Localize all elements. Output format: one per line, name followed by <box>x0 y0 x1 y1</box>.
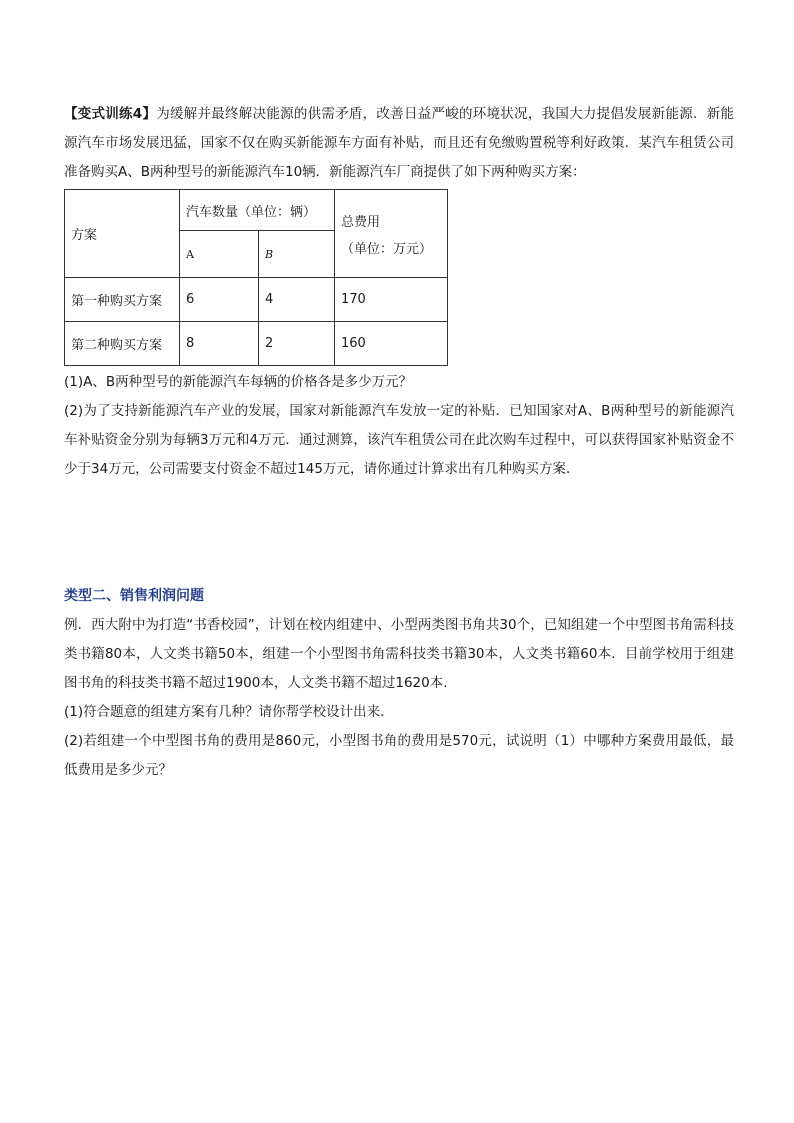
row1-plan: 第一种购买方案 <box>65 278 180 322</box>
subheader-b-cell <box>259 231 335 278</box>
question-2: (2)为了支持新能源汽车产业的发展，国家对新能源汽车发放一定的补贴．已知国家对A、B两种型号的新能源汽车补贴资金分别为每辆3万元和4万元．通过测算，该汽车租赁公司在此次购车过程中，可以获得国家补贴资金不少于34万元，公司需要支付资金不超过145万元，请你通过计算求出有几种购买方案． <box>64 403 734 477</box>
exercise-label: 【变式训练4】 <box>64 106 157 122</box>
section-title: 类型二、销售利润问题 <box>64 588 204 604</box>
row2-b: 2 <box>259 322 335 366</box>
table-row <box>65 322 448 366</box>
example-question-2: (2)若组建一个中型图书角的费用是860元，小型图书角的费用是570元，试说明（1）中哪种方案费用最低，最低费用是多少元？ <box>64 733 734 778</box>
spacer <box>64 484 734 582</box>
row2-plan: 第二种购买方案 <box>65 322 180 366</box>
row2-a: 8 <box>180 322 259 366</box>
header-total-cell <box>335 190 448 278</box>
subheader-a-cell <box>180 231 259 278</box>
row2-total: 160 <box>335 322 448 366</box>
header-count-cell: 汽车数量（单位：辆） <box>180 190 335 231</box>
exercise-intro: 为缓解并最终解决能源的供需矛盾，改善日益严峻的环境状况，我国大力提倡发展新能源．新能源汽车市场发展迅猛，国家不仅在购买新能源车方面有补贴，而且还有免缴购置税等利好政策．某汽车租赁公司准备购买A、B两种型号的新能源汽车10辆．新能源汽车厂商提供了如下两种购买方案： <box>64 106 734 180</box>
subheader-b: B <box>265 247 274 261</box>
document-content <box>64 100 734 785</box>
exercise-paragraph <box>64 100 734 187</box>
row1-a: 6 <box>180 278 259 322</box>
header-total-line1: 总费用 <box>341 214 381 230</box>
purchase-plan-table <box>64 189 448 366</box>
example-question-1: (1)符合题意的组建方案有几种？请你帮学校设计出来． <box>64 704 394 720</box>
question-1: (1)A、B两种型号的新能源汽车每辆的价格各是多少万元？ <box>64 374 413 390</box>
row1-total: 170 <box>335 278 448 322</box>
header-plan-cell: 方案 <box>65 190 180 278</box>
table-header-row <box>65 190 448 231</box>
row1-b: 4 <box>259 278 335 322</box>
table-row <box>65 278 448 322</box>
header-total-line2: （单位：万元） <box>341 241 433 257</box>
example-paragraph: 例．西大附中为打造“书香校园”，计划在校内组建中、小型两类图书角共30个，已知组建一个中型图书角需科技类书籍80本，人文类书籍50本，组建一个小型图书角需科技类书籍30本，人文类书籍60本．目前学校用于组建图书角的科技类书籍不超过1900本，人文类书籍不超过1620本． <box>64 617 734 691</box>
subheader-a: A <box>186 247 194 261</box>
